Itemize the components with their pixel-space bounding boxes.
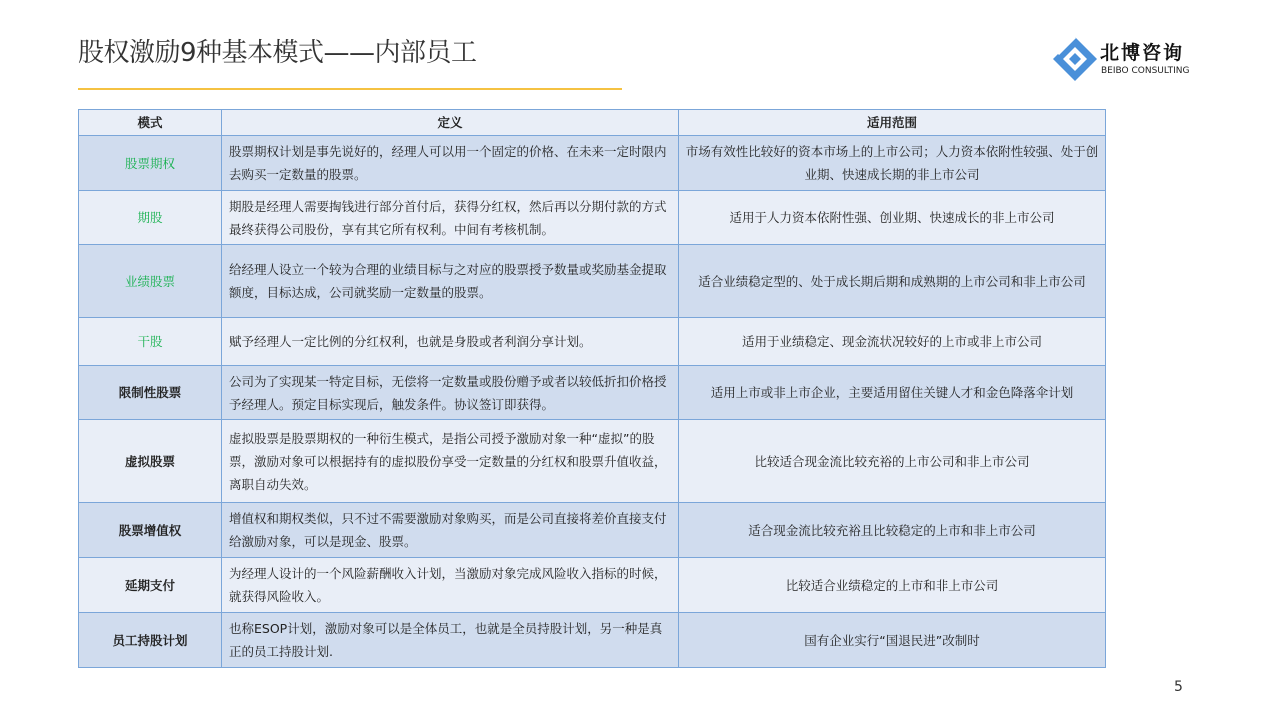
company-logo <box>1052 36 1192 84</box>
definition-cell: 期股是经理人需要掏钱进行部分首付后，获得分红权，然后再以分期付款的方式最终获得公司股份，享有其它所有权利。中间有考核机制。 <box>222 191 679 245</box>
table-row <box>79 191 1106 245</box>
table-row <box>79 136 1106 191</box>
page-number: 5 <box>1174 679 1183 695</box>
definition-cell: 为经理人设计的一个风险薪酬收入计划，当激励对象完成风险收入指标的时候，就获得风险收入。 <box>222 558 679 613</box>
mode-cell: 延期支付 <box>79 558 222 613</box>
mode-cell: 干股 <box>79 318 222 366</box>
header-scope: 适用范围 <box>679 110 1106 136</box>
definition-cell: 赋予经理人一定比例的分红权利，也就是身股或者利润分享计划。 <box>222 318 679 366</box>
definition-cell: 给经理人设立一个较为合理的业绩目标与之对应的股票授予数量或奖励基金提取额度，目标达成，公司就奖励一定数量的股票。 <box>222 245 679 318</box>
scope-cell: 市场有效性比较好的资本市场上的上市公司；人力资本依附性较强、处于创业期、快速成长期的非上市公司 <box>679 136 1106 191</box>
scope-cell: 比较适合业绩稳定的上市和非上市公司 <box>679 558 1106 613</box>
scope-cell: 适合业绩稳定型的、处于成长期后期和成熟期的上市公司和非上市公司 <box>679 245 1106 318</box>
incentive-modes-table <box>78 109 1106 668</box>
table-row <box>79 366 1106 420</box>
page-title: 股权激励9种基本模式——内部员工 <box>78 38 477 68</box>
diamond-logo-icon <box>1052 36 1098 82</box>
scope-cell: 比较适合现金流比较充裕的上市公司和非上市公司 <box>679 420 1106 503</box>
scope-cell: 适用上市或非上市企业，主要适用留住关键人才和金色降落伞计划 <box>679 366 1106 420</box>
table-row <box>79 613 1106 668</box>
logo-text-en: BEIBO CONSULTING <box>1101 66 1190 76</box>
mode-cell: 股票期权 <box>79 136 222 191</box>
table-row <box>79 558 1106 613</box>
mode-cell: 员工持股计划 <box>79 613 222 668</box>
header-definition: 定义 <box>222 110 679 136</box>
scope-cell: 适用于人力资本依附性强、创业期、快速成长的非上市公司 <box>679 191 1106 245</box>
mode-cell: 期股 <box>79 191 222 245</box>
title-underline <box>78 88 622 90</box>
logo-text-cn: 北博咨询 <box>1100 42 1185 64</box>
definition-cell: 股票期权计划是事先说好的，经理人可以用一个固定的价格、在未来一定时限内去购买一定数量的股票。 <box>222 136 679 191</box>
mode-cell: 虚拟股票 <box>79 420 222 503</box>
table-header-row <box>79 110 1106 136</box>
header-mode: 模式 <box>79 110 222 136</box>
definition-cell: 虚拟股票是股票期权的一种衍生模式，是指公司授予激励对象一种“虚拟”的股票，激励对象可以根据持有的虚拟股份享受一定数量的分红权和股票升值收益，离职自动失效。 <box>222 420 679 503</box>
definition-cell: 增值权和期权类似，只不过不需要激励对象购买，而是公司直接将差价直接支付给激励对象，可以是现金、股票。 <box>222 503 679 558</box>
scope-cell: 国有企业实行“国退民进”改制时 <box>679 613 1106 668</box>
table-row <box>79 503 1106 558</box>
table-row <box>79 420 1106 503</box>
table-row <box>79 245 1106 318</box>
scope-cell: 适合现金流比较充裕且比较稳定的上市和非上市公司 <box>679 503 1106 558</box>
scope-cell: 适用于业绩稳定、现金流状况较好的上市或非上市公司 <box>679 318 1106 366</box>
mode-cell: 股票增值权 <box>79 503 222 558</box>
mode-cell: 限制性股票 <box>79 366 222 420</box>
table-row <box>79 318 1106 366</box>
definition-cell: 公司为了实现某一特定目标，无偿将一定数量或股份赠予或者以较低折扣价格授予经理人。预定目标实现后，触发条件。协议签订即获得。 <box>222 366 679 420</box>
mode-cell: 业绩股票 <box>79 245 222 318</box>
definition-cell: 也称ESOP计划，激励对象可以是全体员工，也就是全员持股计划，另一种是真正的员工持股计划. <box>222 613 679 668</box>
